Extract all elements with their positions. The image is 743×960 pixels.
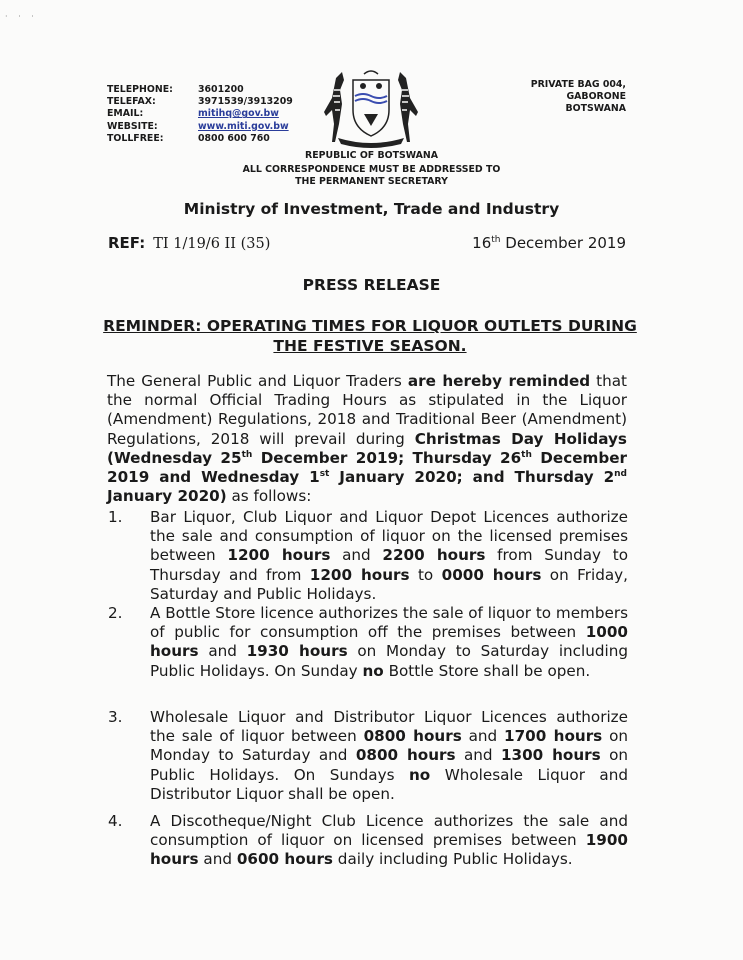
contact-label: EMAIL: [107,108,144,120]
intro-bold: December 2019 and Wednesday 1 [107,448,627,487]
contact-row-tollfree [107,133,318,145]
intro-sup: th [241,449,253,460]
contact-row-telefax [107,96,318,108]
contact-label: WEBSITE: [107,120,158,132]
document-date [472,234,626,252]
intro-sup: st [319,469,330,480]
item-text [150,508,628,604]
list-item [108,604,628,681]
item-text-part: on Friday, Saturday and Public Holidays. [150,565,629,603]
item-text-part: Bottle Store shall be open. [383,661,591,680]
item-text-part: and [198,642,247,661]
item-bold: 2200 hours [382,546,486,565]
intro-bold: are hereby reminded [407,372,591,390]
ministry-name: Ministry of Investment, Trade and Industry [183,200,560,218]
contact-value: 3971539/3913209 [198,96,293,108]
item-text-part: and [198,850,237,869]
contact-row-email [107,108,318,120]
intro-bold: January 2020; and Thursday 2 [329,468,615,487]
item-text [150,812,628,870]
item-bold: 0600 hours [236,850,333,869]
contact-row-website [107,121,318,133]
item-number: 2. [108,604,123,622]
coat-of-arms-icon [318,70,424,148]
item-text-part: on Public Holidays. On Sundays [150,746,629,784]
item-text-part: to [409,565,442,584]
contact-row-telephone [107,84,318,96]
item-text-part: Wholesale Liquor and Distributor Liquor shall be open. [150,765,628,803]
intro-paragraph [107,372,627,506]
item-text-part: Bar Liquor, Club Liquor and Liquor Depot Licences authorize the sale and consumption of liquor on the licensed premises between [150,508,628,565]
correspondence-line-2: THE PERMANENT SECRETARY [295,176,448,187]
intro-bold: Christmas Day Holidays (Wednesday 25 [107,429,627,467]
intro-sup: nd [614,469,627,480]
website-link[interactable]: www.miti.gov.bw [198,120,289,132]
postal-address [531,79,626,116]
item-bold: 1900 hours [150,831,628,869]
contact-value: 0800 600 760 [198,132,270,144]
ref-number: TI 1/19/6 II (35) [153,236,271,252]
intro-bold: December 2019; Thursday 26 [252,448,522,467]
item-number: 3. [108,708,123,726]
press-release-heading: PRESS RELEASE [302,276,441,294]
list-item [108,812,628,870]
date-rest: December 2019 [505,234,626,252]
intro-bold: January 2020) [107,487,227,506]
item-text-part: and [461,727,505,746]
item-bold: 0000 hours [441,565,542,584]
item-bold: 1300 hours [500,746,601,765]
scan-marks: · · · [5,12,38,21]
item-bold: 1700 hours [504,727,603,746]
list-item [108,708,628,804]
item-text-part: and [455,746,501,765]
contact-label: TELEFAX: [107,96,156,108]
item-bold: 1200 hours [309,565,410,584]
item-text-part: from Sunday to Thursday and from [150,546,628,584]
contact-value: 3601200 [198,84,244,95]
item-bold: no [362,661,384,680]
republic-heading: REPUBLIC OF BOTSWANA [304,150,439,161]
ref-label: REF: [108,234,146,252]
item-bold: 0800 hours [363,727,462,746]
item-number: 4. [108,812,123,830]
item-text-part: A Discotheque/Night Club Licence authorizes the sale and consumption of liquor on licensed premises between [150,812,628,850]
item-text-part: on Monday to Saturday including Public Holidays. On Sunday [150,642,628,680]
address-line: PRIVATE BAG 004, [530,79,626,90]
item-text [150,604,628,681]
contact-block [107,84,318,145]
contact-label: TOLLFREE: [107,132,164,144]
item-bold: 1930 hours [246,642,348,661]
item-text-part: A Bottle Store licence authorizes the sale of liquor to members of public for consumption off the premises between [150,604,628,642]
address-line: GABORONE [566,91,626,103]
item-bold: 1200 hours [227,546,331,565]
contact-label: TELEPHONE: [107,84,173,95]
email-link[interactable]: mitihq@gov.bw [198,108,279,120]
item-bold: 1000 hours [150,623,628,661]
correspondence-line-1: ALL CORRESPONDENCE MUST BE ADDRESSED TO [242,164,501,175]
item-text-part: on Monday to Saturday and [150,727,629,765]
list-item [108,508,628,604]
reminder-title: REMINDER: OPERATING TIMES FOR LIQUOR OUTLETS DURING THE FESTIVE SEASON. [103,317,637,355]
item-bold: no [408,765,431,784]
date-suffix: th [491,235,501,245]
item-text [150,708,628,804]
item-text-part: daily including Public Holidays. [332,850,573,869]
reference [108,234,270,252]
item-text-part: and [330,546,383,565]
intro-sup: th [521,449,532,460]
item-number: 1. [108,508,123,526]
item-bold: 0800 hours [355,746,456,765]
date-day: 16 [472,234,492,252]
intro-text: The General Public and Liquor Traders [107,372,408,390]
address-line: BOTSWANA [565,103,626,115]
intro-text: that the normal Official Trading Hours as stipulated in the Liquor (Amendment) Regulations, 2018 and Traditional Beer (Amendment) Regulations, 2018 will prevail during [107,372,627,448]
item-text-part: Wholesale Liquor and Distributor Liquor Licences authorize the sale of liquor between [150,708,628,746]
intro-text: as follows: [226,487,312,506]
